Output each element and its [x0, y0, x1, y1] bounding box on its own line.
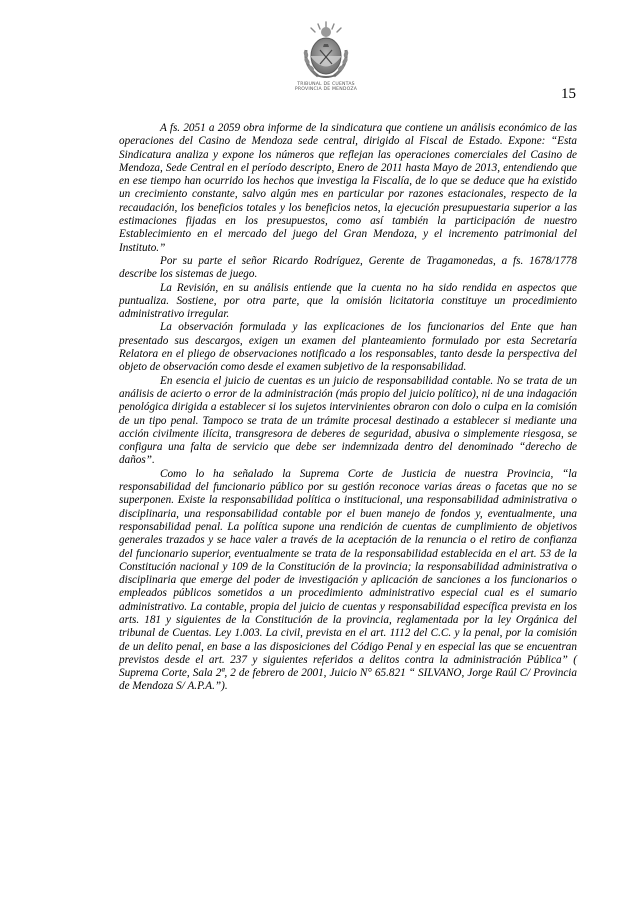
- page-number: 15: [561, 86, 576, 102]
- seal-line-2: PROVINCIA DE MENDOZA: [294, 87, 358, 93]
- paragraph: La observación formulada y las explicaciones de los funcionarios del Ente que han presentado sus descargos, exigen un examen del planteamiento formulado por esta Secretaría Relatora en el pliego de observaciones notificado a los responsables, tanto desde la perspectiva del objeto de observación como desde el examen subjetivo de la responsabilidad.: [119, 321, 577, 374]
- paragraph: Por su parte el señor Ricardo Rodríguez, Gerente de Tragamonedas, a fs. 1678/1778 describe los sistemas de juego.: [119, 254, 577, 281]
- seal-line-1: TRIBUNAL DE CUENTAS: [297, 82, 355, 87]
- paragraph: En esencia el juicio de cuentas es un juicio de responsabilidad contable. No se trata de un análisis de acierto o error de la administración (más propio del juicio político), ni de una indagación penológica dirigida a establecer si los sujetos intervinientes obraron con dolo o culpa en la comisión de un tipo penal. Tampoco se trata de un trámite procesal destinado a establecer si mediante una acción civilmente ilícita, transgresora de deberes de seguridad, abusiva o simplemente riesgosa, se configura una falta de servicio que debe ser indemnizada dentro del denominado “derecho de daños”.: [119, 374, 577, 467]
- tribunal-seal-icon: [296, 20, 356, 80]
- paragraph: A fs. 2051 a 2059 obra informe de la sindicatura que contiene un análisis económico de las operaciones del Casino de Mendoza sede central, dirigido al Fiscal de Estado. Expone: “Esta Sindicatura analiza y expone los números que reflejan las operaciones comerciales del Casino de Mendoza, Sede Central en el período descripto, Enero de 2011 hasta Mayo de 2013, entendiendo que en ese tiempo han ocurrido los hechos que investiga la Fiscalía, de lo que se deduce que ha existido un crecimiento constante, salvo algún mes en particular por razones estacionales, respecto de la recaudación, los beneficios totales y los beneficios netos, la ejecución presupuestaria superior a las estimaciones fijadas en los presupuestos, como así también la participación de nuestro Establecimiento en el mercado del juego del Gran Mendoza, y el incremento patrimonial del Instituto.”: [119, 122, 577, 254]
- document-body: [119, 122, 577, 694]
- paragraph: Como lo ha señalado la Suprema Corte de Justicia de nuestra Provincia, “la responsabilidad del funcionario público por su gestión reconoce varias áreas o facetas que no se superponen. Existe la responsabilidad política o institucional, una responsabilidad administrativa o disciplinaria, una responsabilidad contable por el buen manejo de fondos y, eventualmente, una responsabilidad penal. La política supone una rendición de cuentas de cumplimiento de objetivos generales trazados y se hace valer a través de la aceptación de la renuncia o el retiro de confianza del funcionario superior, eventualmente se trata de la responsabilidad establecida en el art. 53 de la Constitución nacional y 109 de la Constitución de la provincia; la responsabilidad administrativa o disciplinaria que emerge del poder de investigación y aplicación de sanciones a los funcionarios o empleados públicos sometidos a un procedimiento administrativo especial cual es el sumario administrativo. La contable, propia del juicio de cuentas y responsabilidad específica prevista en los arts. 181 y siguientes de la Constitución de la provincia, reglamentada por la ley Orgánica del tribunal de Cuentas. Ley 1.003. La civil, prevista en el art. 1112 del C.C. y la penal, por la comisión de un delito penal, en base a las disposiciones del Código Penal y en especial las que se encuentran previstos desde el art. 237 y siguientes referidos a delitos contra la administración Pública” ( Suprema Corte, Sala 2ª, 2 de febrero de 2001, Juicio N° 65.821 “ SILVANO, Jorge Raúl C/ Provincia de Mendoza S/ A.P.A.”).: [119, 467, 577, 693]
- paragraph: La Revisión, en su análisis entiende que la cuenta no ha sido rendida en aspectos que puntualiza. Sostiene, por otra parte, que la omisión licitatoria constituye un procedimiento administrativo irregular.: [119, 281, 577, 321]
- seal-caption: [270, 82, 382, 93]
